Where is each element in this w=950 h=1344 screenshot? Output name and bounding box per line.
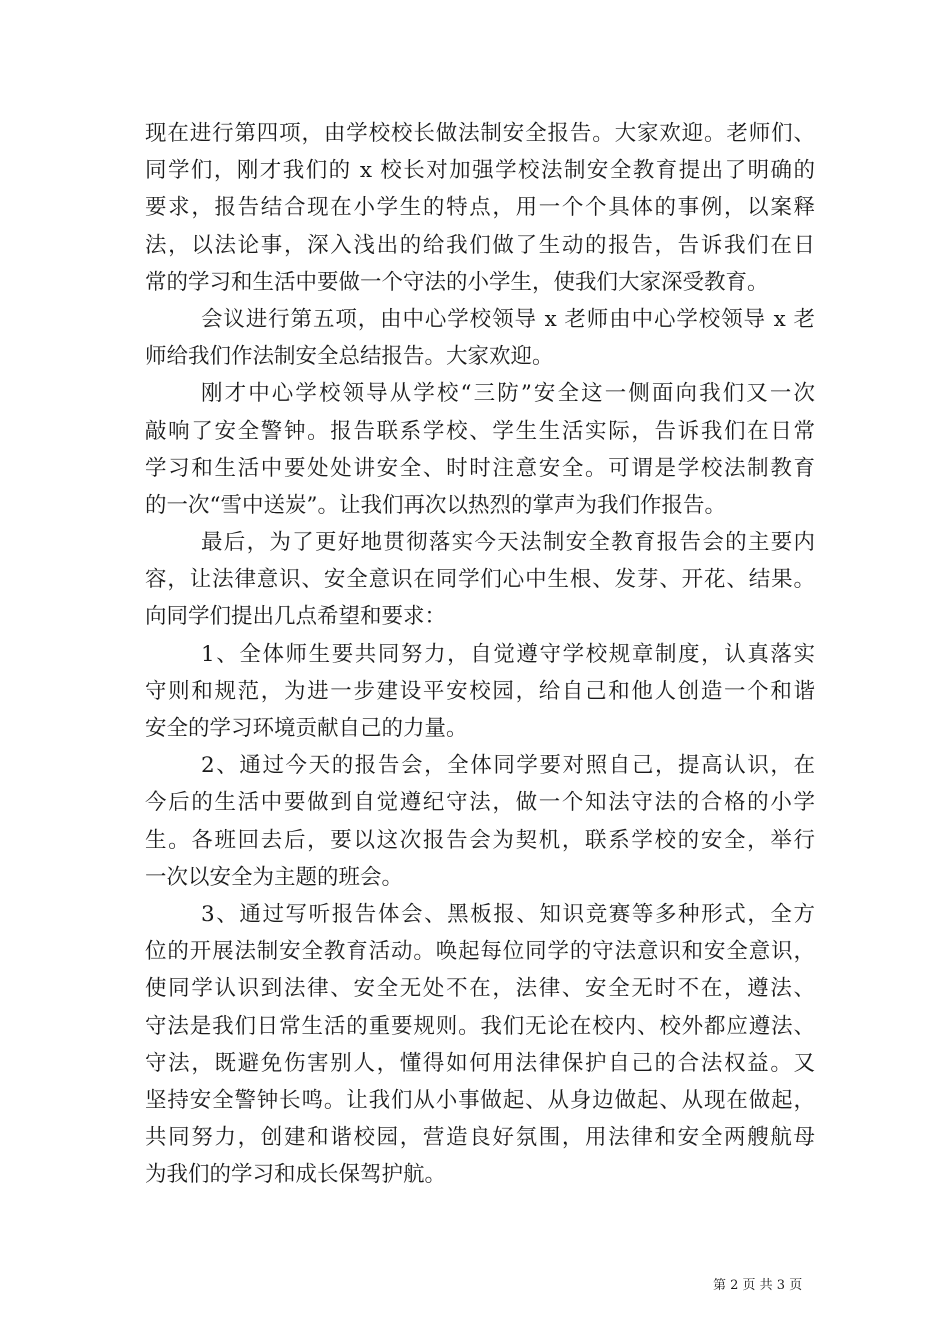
paragraph (145, 524, 815, 636)
paragraph (145, 301, 815, 375)
text-line: 使同学认识到法律、安全无处不在，法律、安全无时不在，遵法、 (145, 976, 815, 1002)
document-body (145, 115, 815, 1193)
text-line: 3、通过写听报告体会、黑板报、知识竞赛等多种形式，全方 (201, 901, 815, 927)
text-line: 守则和规范，为进一步建设平安校园，给自己和他人创造一个和谐 (145, 678, 815, 704)
text-line: 生。各班回去后，要以这次报告会为契机，联系学校的安全，举行 (145, 827, 815, 853)
text-line: 会议进行第五项，由中心学校领导 x 老师由中心学校领导 x 老 (201, 306, 815, 332)
text-line: 守法，既避免伤害别人，懂得如何用法律保护自己的合法权益。又 (145, 1050, 815, 1076)
text-line: 位的开展法制安全教育活动。唤起每位同学的守法意识和安全意识， (145, 939, 815, 965)
text-line: 向同学们提出几点希望和要求： (145, 604, 447, 630)
text-line: 法，以法论事，深入浅出的给我们做了生动的报告，告诉我们在日 (145, 232, 815, 258)
paragraph-list (145, 115, 815, 1193)
text-line: 1、全体师生要共同努力，自觉遵守学校规章制度，认真落实 (201, 641, 815, 667)
text-line: 敲响了安全警钟。报告联系学校、学生生活实际，告诉我们在日常 (145, 418, 815, 444)
text-line: 同学们，刚才我们的 x 校长对加强学校法制安全教育提出了明确的 (145, 158, 815, 184)
text-line: 学习和生活中要处处讲安全、时时注意安全。可谓是学校法制教育 (145, 455, 815, 481)
text-line: 今后的生活中要做到自觉遵纪守法，做一个知法守法的合格的小学 (145, 790, 815, 816)
text-line: 要求，报告结合现在小学生的特点，用一个个具体的事例，以案释 (145, 195, 815, 221)
paragraph (145, 375, 815, 524)
text-line: 容，让法律意识、安全意识在同学们心中生根、发芽、开花、结果。 (145, 567, 815, 593)
text-line: 刚才中心学校领导从学校“三防”安全这一侧面向我们又一次 (201, 381, 815, 407)
text-line: 2、通过今天的报告会，全体同学要对照自己，提高认识，在 (201, 753, 815, 779)
text-line: 的一次“雪中送炭”。让我们再次以热烈的掌声为我们作报告。 (145, 492, 726, 518)
paragraph (145, 896, 815, 1194)
text-line: 为我们的学习和成长保驾护航。 (145, 1162, 447, 1188)
text-line: 共同努力，创建和谐校园，营造良好氛围，用法律和安全两艘航母 (145, 1125, 815, 1151)
paragraph (145, 636, 815, 748)
text-line: 最后，为了更好地贯彻落实今天法制安全教育报告会的主要内 (201, 530, 815, 556)
text-line: 坚持安全警钟长鸣。让我们从小事做起、从身边做起、从现在做起， (145, 1087, 815, 1113)
text-line: 一次以安全为主题的班会。 (145, 864, 404, 890)
paragraph (145, 115, 815, 301)
text-line: 守法是我们日常生活的重要规则。我们无论在校内、校外都应遵法、 (145, 1013, 815, 1039)
paragraph (145, 747, 815, 896)
text-line: 安全的学习环境贡献自己的力量。 (145, 716, 468, 741)
text-line: 常的学习和生活中要做一个守法的小学生，使我们大家深受教育。 (145, 269, 769, 295)
text-line: 现在进行第四项，由学校校长做法制安全报告。大家欢迎。老师们、 (145, 121, 815, 146)
text-line: 师给我们作法制安全总结报告。大家欢迎。 (145, 344, 554, 370)
page-number: 第 2 页 共 3 页 (713, 1278, 803, 1293)
